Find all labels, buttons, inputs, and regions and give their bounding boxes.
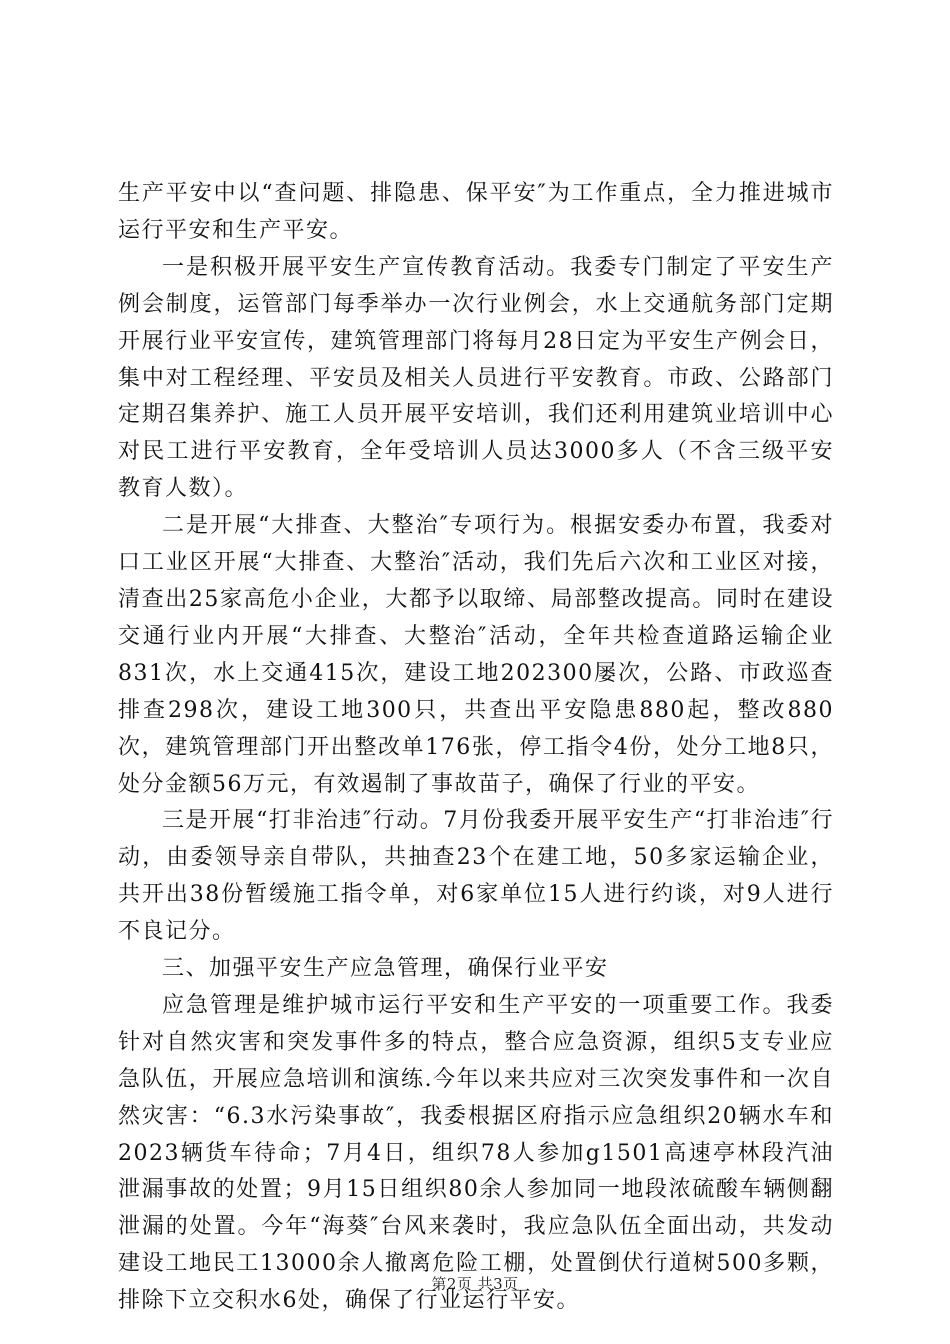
paragraph-3: 二是开展“大排查、大整治″专项行为。根据安委办布置，我委对口工业区开展“大排查、大整治″活动，我们先后六次和工业区对接，清查出25家高危小企业，大都予以取缔、局部整改提高。同时在建设交通行业内开展“大排查、大整治″活动，全年共检查道路运输企业831次，水上交通415次，建设工地202300屡次，公路、市政巡查排查298次，建设工地300只，共查出平安隐患880起，整改880次，建筑管理部门开出整改单176张，停工指令4份，处分工地8只，处分金额56万元，有效遏制了事故苗子，确保了行业的平安。 bbox=[118, 513, 834, 797]
paragraph-5: 应急管理是维护城市运行平安和生产平安的一项重要工作。我委针对自然灾害和突发事件多的特点，整合应急资源，组织5支专业应急队伍，开展应急培训和演练.今年以来共应对三次突发事件和一次自然灾害：“6.3水污染事故″，我委根据区府指示应急组织20辆水车和2023辆货车待命；7月4日，组织78人参加g1501高速亭林段汽油泄漏事故的处置；9月15日组织80余人参加同一地段浓硫酸车辆侧翻泄漏的处置。今年“海葵″台风来袭时，我应急队伍全面出动，共发动建设工地民工13000余人撤离危险工棚，处置倒伏行道树500多颗，排除下立交积水6处，确保了行业运行平安。 bbox=[118, 992, 834, 1314]
paragraph-1: 生产平安中以“查问题、排隐患、保平安″为工作重点，全力推进城市运行平安和生产平安。 bbox=[118, 181, 834, 243]
document-body bbox=[118, 176, 834, 1320]
paragraph-2: 一是积极开展平安生产宣传教育活动。我委专门制定了平安生产例会制度，运管部门每季举办一次行业例会，水上交通航务部门定期开展行业平安宣传，建筑管理部门将每月28日定为平安生产例会日，集中对工程经理、平安员及相关人员进行平安教育。市政、公路部门定期召集养护、施工人员开展平安培训，我们还利用建筑业培训中心对民工进行平安教育，全年受培训人员达3000多人（不含三级平安教育人数）。 bbox=[118, 254, 834, 502]
paragraph-4: 三是开展“打非治违″行动。7月份我委开展平安生产“打非治违″行动，由委领导亲自带队，共抽查23个在建工地，50多家运输企业，共开出38份暂缓施工指令单，对6家单位15人进行约谈，对9人进行不良记分。 bbox=[118, 808, 834, 945]
page-footer: 第2页 共3页 bbox=[431, 1275, 519, 1293]
section-heading: 三、加强平安生产应急管理，确保行业平安 bbox=[162, 956, 609, 982]
